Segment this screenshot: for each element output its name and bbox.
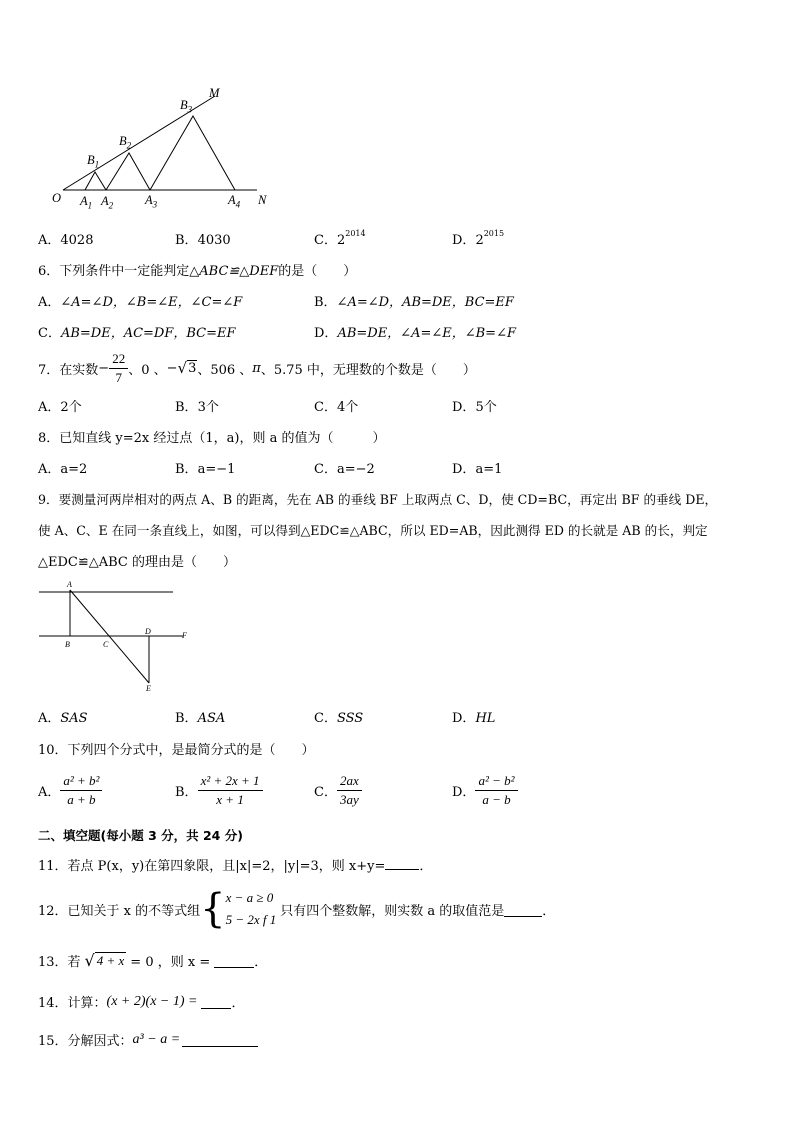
river-label-d: D [145,627,151,636]
label-a1: $A_1$ [80,194,93,211]
label-b1: $B_1$ [87,153,100,170]
q7-option-b[interactable]: B．3个 [175,400,219,415]
q10-option-a[interactable]: A． $\frac{\text{a² + b²}}{a + b}$ [38,772,102,809]
river-label-e: E [146,684,151,693]
q9-option-d[interactable]: D．HL [452,711,496,726]
q7-option-d[interactable]: D．5个 [452,400,497,415]
river-label-a: A [67,580,72,589]
q6-option-d[interactable]: D．AB=DE，∠A=∠E，∠B=∠F [314,326,516,341]
label-a4: $A_4$ [228,193,241,210]
q9-stem-line1: 9．要测量河两岸相对的两点 A、B 的距离，先在 AB 的垂线 BF 上取两点 C、D，使 CD=BC，再定出 BF 的垂线 DE， [38,492,718,507]
q12: 12．已知关于 x 的不等式组 { x − a ≥ 0 5 − 2x f 1 只有四个整数解，则实数 a 的取值范是 ． [38,886,556,932]
q6-option-c[interactable]: C．AB=DE，AC=DF，BC=EF [38,326,236,341]
label-m: M [209,86,220,100]
q15-answer-blank[interactable] [182,1032,258,1047]
sqrt-icon: √ [84,951,95,970]
q5-option-c[interactable]: C．$2^{2014}$ [314,228,366,248]
q7-option-c[interactable]: C．4个 [314,400,359,415]
label-a2: $A_2$ [101,194,114,211]
q14-answer-blank[interactable] [201,994,231,1009]
river-figure [35,580,195,695]
q15: 15．分解因式： a³ − a = [38,1030,258,1049]
label-b2: $B_2$ [119,134,132,151]
q7-option-a[interactable]: A．2个 [38,400,82,415]
label-a3: $A_3$ [145,193,158,210]
section-title: 二、填空题(每小题 3 分，共 24 分) [38,828,243,843]
q9-option-c[interactable]: C．SSS [314,711,364,726]
q8-option-d[interactable]: D．a=1 [452,462,503,477]
river-label-c: C [103,640,109,649]
q10-option-b[interactable]: B． $\frac{\text{x² + 2x + 1}}{x + 1}$ [175,772,263,809]
q9-option-b[interactable]: B．ASA [175,711,226,726]
q11-answer-blank[interactable] [385,869,419,870]
label-o: O [52,191,62,205]
q6-stem: 6．下列条件中一定能判定△ABC≌△DEF的是（ ） [38,264,357,279]
q8-stem: 8．已知直线 y=2x 经过点（1，a)，则 a 的值为（ ） [38,431,386,446]
q12-answer-blank[interactable] [504,916,542,917]
label-n: N [258,193,267,207]
q13-answer-blank[interactable] [214,953,254,968]
q10-option-c[interactable]: C． $\frac{2ax}{3ay}$ [314,772,362,809]
river-label-b: B [65,640,70,649]
q5-options [38,229,598,249]
q5-option-d[interactable]: D．$2^{2015}$ [452,228,505,248]
q8-option-a[interactable]: A．a=2 [38,462,88,477]
q9-option-a[interactable]: A．SAS [38,711,88,726]
q9-stem-line3: △EDC≌△ABC 的理由是（ ） [38,555,237,570]
q10-option-d[interactable]: D． $\frac{\text{a² − b²}}{a - b}$ [452,772,518,809]
q11: 11．若点 P(x，y)在第四象限，且|x|=2，|y|=3，则 x+y= ． [38,859,433,874]
q8-option-b[interactable]: B．a=−1 [175,462,236,477]
river-label-f: F [182,631,187,640]
q14: 14．计算： (x + 2)(x − 1) = ． [38,993,245,1011]
q6-option-a[interactable]: A．∠A=∠D，∠B=∠E，∠C=∠F [38,295,243,310]
fraction-22-7: $\frac{22}{7}$ [109,350,128,387]
q13: 13．若 √ 4 + x = 0 ，则 x = ． [38,951,268,970]
q9-stem-line2: 使 A、C、E 在同一条直线上，如图，可以得到△EDC≌△ABC，所以 ED=AB，因此测得 ED 的长就是 AB 的长，判定 [38,523,708,538]
sqrt-icon: √ [177,359,188,377]
q5-option-a[interactable]: A．4028 [38,233,94,248]
q6-option-b[interactable]: B．∠A=∠D，AB=DE，BC=EF [314,295,514,310]
label-b3: $B_3$ [180,98,193,115]
q10-stem: 10．下列四个分式中，是最简分式的是（ ） [38,743,315,758]
brace-icon: { [200,886,226,932]
q8-option-c[interactable]: C．a=−2 [314,462,375,477]
q5-option-b[interactable]: B．4030 [175,233,231,248]
q7-stem: 7．在实数 − $\frac{22}{7}$ 、0 、 − √ 3 、506 、 π 、5.75 中，无理数的个数是（ ） [38,350,476,385]
